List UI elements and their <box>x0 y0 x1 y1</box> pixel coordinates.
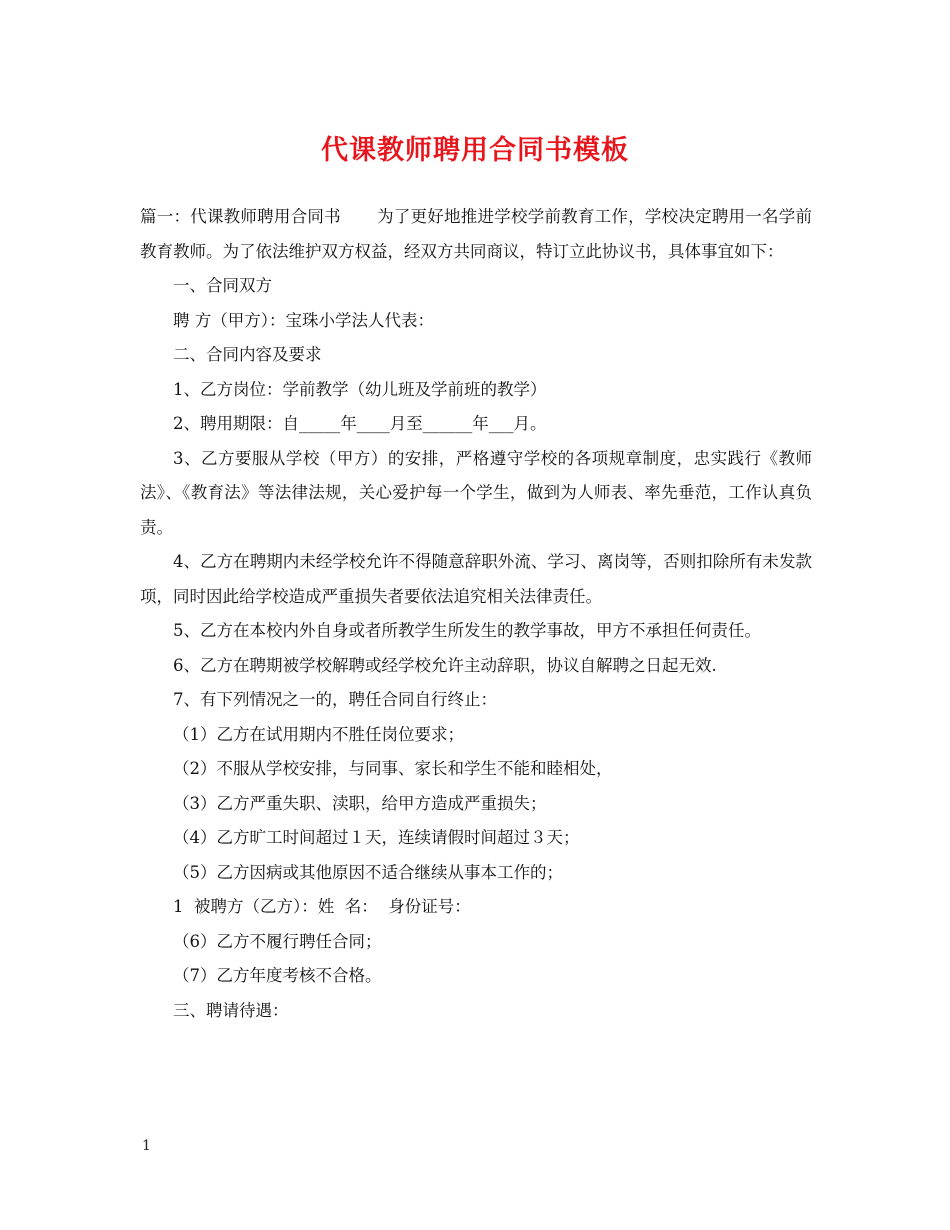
clause-6: 6、乙方在聘期被学校解聘或经学校允许主动辞职，协议自解聘之日起无效. <box>173 655 717 675</box>
sub-clause-2: （2）不服从学校安排，与同事、家长和学生不能和睦相处， <box>173 759 613 778</box>
clause-3: 3、乙方要服从学校（甲方）的安排，严格遵守学校的各项规章制度，忠实践行《教师法》、《教育法》等法律法规，关心爱护每一个学生，做到为人师表、率先垂范，工作认真负责。 <box>140 448 812 537</box>
employee-line: 1 被聘方（乙方）：姓 名： 身份证号： <box>173 897 471 916</box>
section-heading-compensation: 三、聘请待遇： <box>173 1000 289 1020</box>
clause-4: 4、乙方在聘期内未经学校允许不得随意辞职外流、学习、离岗等，否则扣除所有未发款项，同时因此给学校造成严重损失者要依法追究相关法律责任。 <box>140 552 812 606</box>
document-title: 代课教师聘用合同书模板 <box>321 135 629 166</box>
sub-clause-7: （7）乙方年度考核不合格。 <box>173 966 382 985</box>
intro-text: 为了更好地推进学校学前教育工作，学校决定聘用一名学前教育教师。为了依法维护双方权益，经双方共同商议，特订立此协议书，具体事宜如下： <box>140 207 813 261</box>
clause-1: 1、乙方岗位：学前教学（幼儿班及学前班的教学） <box>173 379 547 399</box>
intro-label: 篇一：代课教师聘用合同书 <box>140 207 341 226</box>
intro-paragraph <box>140 200 812 269</box>
sub-clause-5: （5）乙方因病或其他原因不适合继续从事本工作的； <box>173 862 563 882</box>
section-heading-parties: 一、合同双方 <box>173 276 272 295</box>
section-heading-content: 二、合同内容及要求 <box>173 345 322 364</box>
employer-line: 聘 方（甲方）：宝珠小学法人代表： <box>173 310 434 330</box>
sub-clause-1: （1）乙方在试用期内不胜任岗位要求； <box>173 724 464 744</box>
sub-clause-6: （6）乙方不履行聘任合同； <box>173 931 382 951</box>
page-number: 1 <box>142 1138 151 1154</box>
clause-5: 5、乙方在本校内外自身或者所教学生所发生的教学事故，甲方不承担任何责任。 <box>173 621 761 640</box>
clause-2: 2、聘用期限：自_____年____月至______年___月。 <box>173 414 547 433</box>
sub-clause-3: （3）乙方严重失职、渎职，给甲方造成严重损失； <box>173 793 547 813</box>
document-body <box>140 200 812 1028</box>
sub-clause-4: （4）乙方旷工时间超过１天，连续请假时间超过３天； <box>173 828 580 847</box>
clause-7: 7、有下列情况之一的，聘任合同自行终止： <box>173 690 497 709</box>
